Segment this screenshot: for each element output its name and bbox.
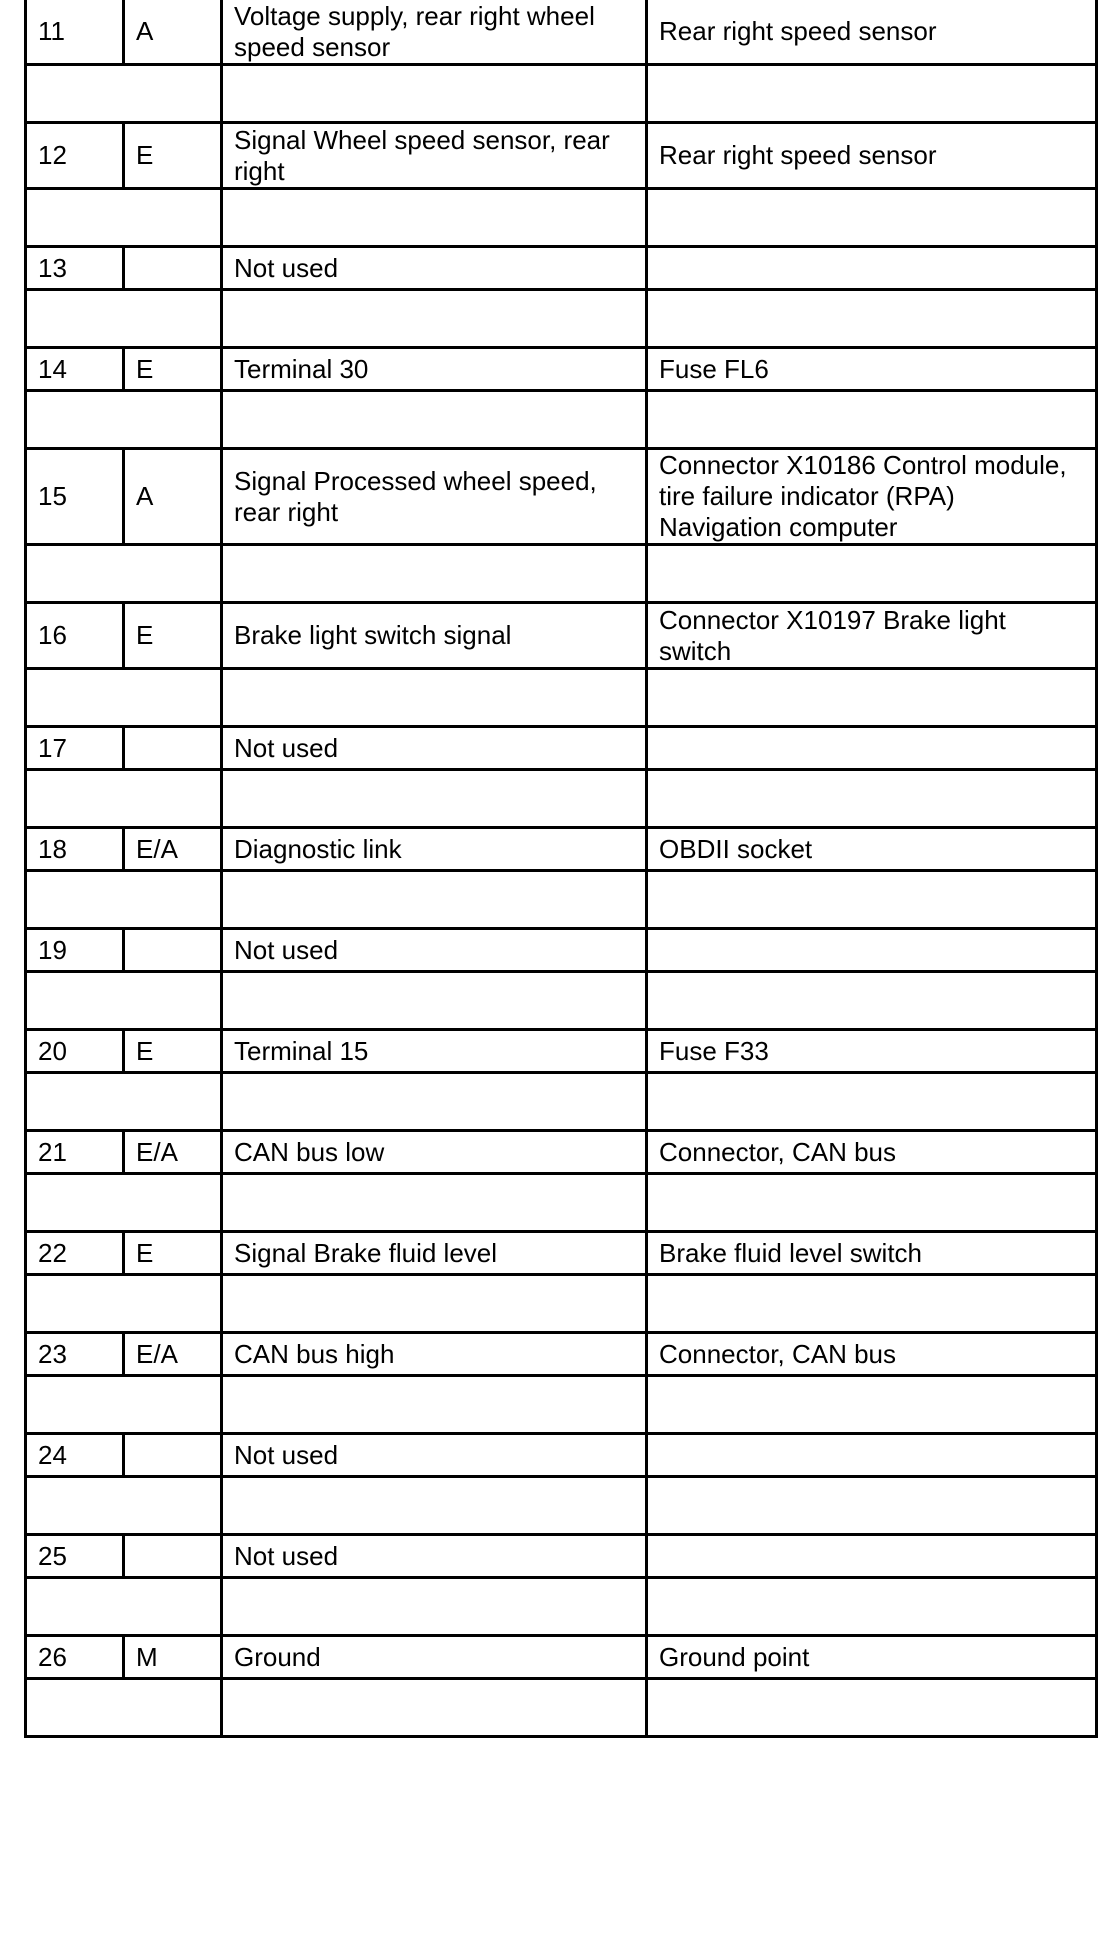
spacer-cell	[647, 1376, 1097, 1434]
pin-number-cell: 11	[26, 0, 124, 65]
spacer-cell	[124, 669, 222, 727]
spacer-cell	[647, 1477, 1097, 1535]
table-row	[26, 247, 1097, 290]
spacer-cell	[222, 1275, 647, 1333]
spacer-row	[26, 1477, 1097, 1535]
spacer-cell	[647, 1275, 1097, 1333]
spacer-row	[26, 391, 1097, 449]
spacer-cell	[124, 1578, 222, 1636]
pin-connection-cell: Connector X10197 Brake light switch	[647, 603, 1097, 669]
spacer-cell	[124, 770, 222, 828]
pin-type-cell	[124, 247, 222, 290]
pin-number-cell: 24	[26, 1434, 124, 1477]
pin-type-cell: E/A	[124, 1131, 222, 1174]
pin-connection-cell: OBDII socket	[647, 828, 1097, 871]
spacer-row	[26, 1073, 1097, 1131]
spacer-cell	[26, 290, 124, 348]
table-row	[26, 0, 1097, 65]
spacer-cell	[647, 1073, 1097, 1131]
pin-type-cell: E	[124, 1232, 222, 1275]
spacer-cell	[222, 972, 647, 1030]
spacer-cell	[222, 290, 647, 348]
spacer-row	[26, 972, 1097, 1030]
pin-number-cell: 13	[26, 247, 124, 290]
spacer-row	[26, 545, 1097, 603]
spacer-cell	[26, 770, 124, 828]
pin-type-cell: E	[124, 603, 222, 669]
spacer-cell	[222, 1679, 647, 1737]
pin-type-cell	[124, 1535, 222, 1578]
spacer-cell	[647, 1679, 1097, 1737]
pin-connection-cell: Fuse F33	[647, 1030, 1097, 1073]
pin-type-cell: E/A	[124, 1333, 222, 1376]
pin-number-cell: 14	[26, 348, 124, 391]
spacer-cell	[124, 972, 222, 1030]
table-row	[26, 1535, 1097, 1578]
spacer-cell	[222, 1477, 647, 1535]
pin-connection-cell	[647, 1535, 1097, 1578]
spacer-cell	[26, 972, 124, 1030]
spacer-cell	[647, 871, 1097, 929]
spacer-cell	[124, 1477, 222, 1535]
spacer-cell	[647, 972, 1097, 1030]
spacer-cell	[222, 189, 647, 247]
table-row	[26, 1333, 1097, 1376]
spacer-cell	[222, 1174, 647, 1232]
spacer-cell	[124, 545, 222, 603]
spacer-cell	[26, 65, 124, 123]
pin-type-cell: A	[124, 0, 222, 65]
pin-connection-cell: Ground point	[647, 1636, 1097, 1679]
spacer-row	[26, 1578, 1097, 1636]
spacer-cell	[647, 65, 1097, 123]
pin-number-cell: 26	[26, 1636, 124, 1679]
spacer-row	[26, 669, 1097, 727]
table-row	[26, 828, 1097, 871]
table-row	[26, 1030, 1097, 1073]
spacer-cell	[26, 545, 124, 603]
pin-connection-cell: Connector, CAN bus	[647, 1333, 1097, 1376]
spacer-cell	[647, 770, 1097, 828]
spacer-cell	[124, 290, 222, 348]
pin-description-cell: Not used	[222, 1535, 647, 1578]
spacer-cell	[222, 1376, 647, 1434]
pin-number-cell: 15	[26, 449, 124, 545]
spacer-cell	[26, 1477, 124, 1535]
pin-description-cell: Not used	[222, 1434, 647, 1477]
pin-type-cell: E	[124, 1030, 222, 1073]
spacer-cell	[26, 669, 124, 727]
pin-connection-cell: Brake fluid level switch	[647, 1232, 1097, 1275]
spacer-row	[26, 65, 1097, 123]
pin-description-cell: Signal Wheel speed sensor, rear right	[222, 123, 647, 189]
pin-type-cell	[124, 1434, 222, 1477]
pin-type-cell	[124, 929, 222, 972]
table-row	[26, 1434, 1097, 1477]
spacer-cell	[647, 545, 1097, 603]
pin-type-cell: E/A	[124, 828, 222, 871]
spacer-cell	[222, 1578, 647, 1636]
spacer-row	[26, 871, 1097, 929]
pin-description-cell: Diagnostic link	[222, 828, 647, 871]
pin-description-cell: Not used	[222, 929, 647, 972]
spacer-cell	[124, 189, 222, 247]
spacer-cell	[26, 1275, 124, 1333]
pin-connection-cell: Rear right speed sensor	[647, 123, 1097, 189]
spacer-cell	[222, 871, 647, 929]
spacer-row	[26, 290, 1097, 348]
spacer-cell	[26, 1073, 124, 1131]
pin-description-cell: Not used	[222, 727, 647, 770]
pin-type-cell: A	[124, 449, 222, 545]
pin-type-cell: M	[124, 1636, 222, 1679]
spacer-row	[26, 189, 1097, 247]
pin-description-cell: Brake light switch signal	[222, 603, 647, 669]
spacer-cell	[26, 1578, 124, 1636]
spacer-cell	[647, 669, 1097, 727]
table-row	[26, 603, 1097, 669]
pin-connection-cell	[647, 929, 1097, 972]
pin-type-cell: E	[124, 123, 222, 189]
pin-description-cell: CAN bus low	[222, 1131, 647, 1174]
pin-number-cell: 12	[26, 123, 124, 189]
spacer-row	[26, 1174, 1097, 1232]
pin-type-cell	[124, 727, 222, 770]
spacer-cell	[647, 1174, 1097, 1232]
pin-description-cell: Not used	[222, 247, 647, 290]
spacer-row	[26, 1679, 1097, 1737]
pin-description-cell: Ground	[222, 1636, 647, 1679]
spacer-cell	[124, 1174, 222, 1232]
pin-number-cell: 25	[26, 1535, 124, 1578]
spacer-cell	[222, 770, 647, 828]
pin-number-cell: 21	[26, 1131, 124, 1174]
spacer-cell	[124, 391, 222, 449]
pin-description-cell: Signal Processed wheel speed, rear right	[222, 449, 647, 545]
pin-description-cell: Terminal 30	[222, 348, 647, 391]
spacer-cell	[26, 871, 124, 929]
spacer-cell	[647, 391, 1097, 449]
spacer-cell	[26, 1174, 124, 1232]
spacer-cell	[124, 1376, 222, 1434]
pin-connection-cell	[647, 727, 1097, 770]
table-row	[26, 1232, 1097, 1275]
pin-number-cell: 22	[26, 1232, 124, 1275]
pin-connection-cell	[647, 1434, 1097, 1477]
pin-number-cell: 23	[26, 1333, 124, 1376]
spacer-cell	[647, 189, 1097, 247]
pin-number-cell: 18	[26, 828, 124, 871]
table-row	[26, 348, 1097, 391]
pin-connection-cell: Rear right speed sensor	[647, 0, 1097, 65]
spacer-cell	[26, 1376, 124, 1434]
spacer-cell	[222, 391, 647, 449]
spacer-cell	[26, 1679, 124, 1737]
spacer-cell	[222, 669, 647, 727]
pin-number-cell: 20	[26, 1030, 124, 1073]
pin-description-cell: Terminal 15	[222, 1030, 647, 1073]
spacer-cell	[222, 65, 647, 123]
table-row	[26, 449, 1097, 545]
pin-connection-cell	[647, 247, 1097, 290]
pin-description-cell: Signal Brake fluid level	[222, 1232, 647, 1275]
pin-connection-cell: Connector X10186 Control module, tire failure indicator (RPA) Navigation computer	[647, 449, 1097, 545]
table-row	[26, 727, 1097, 770]
spacer-cell	[222, 545, 647, 603]
spacer-row	[26, 1275, 1097, 1333]
table-row	[26, 123, 1097, 189]
spacer-cell	[124, 1073, 222, 1131]
spacer-cell	[124, 1679, 222, 1737]
pin-number-cell: 17	[26, 727, 124, 770]
pin-type-cell: E	[124, 348, 222, 391]
spacer-cell	[222, 1073, 647, 1131]
pin-connection-cell: Connector, CAN bus	[647, 1131, 1097, 1174]
pin-assignment-table	[24, 0, 1098, 1738]
spacer-cell	[647, 290, 1097, 348]
pin-number-cell: 19	[26, 929, 124, 972]
pin-description-cell: Voltage supply, rear right wheel speed sensor	[222, 0, 647, 65]
spacer-cell	[26, 189, 124, 247]
spacer-row	[26, 770, 1097, 828]
table-row	[26, 1636, 1097, 1679]
pin-description-cell: CAN bus high	[222, 1333, 647, 1376]
pin-connection-cell: Fuse FL6	[647, 348, 1097, 391]
spacer-cell	[647, 1578, 1097, 1636]
spacer-cell	[124, 1275, 222, 1333]
table-row	[26, 1131, 1097, 1174]
table-row	[26, 929, 1097, 972]
spacer-cell	[124, 65, 222, 123]
spacer-cell	[26, 391, 124, 449]
pin-number-cell: 16	[26, 603, 124, 669]
spacer-row	[26, 1376, 1097, 1434]
spacer-cell	[124, 871, 222, 929]
